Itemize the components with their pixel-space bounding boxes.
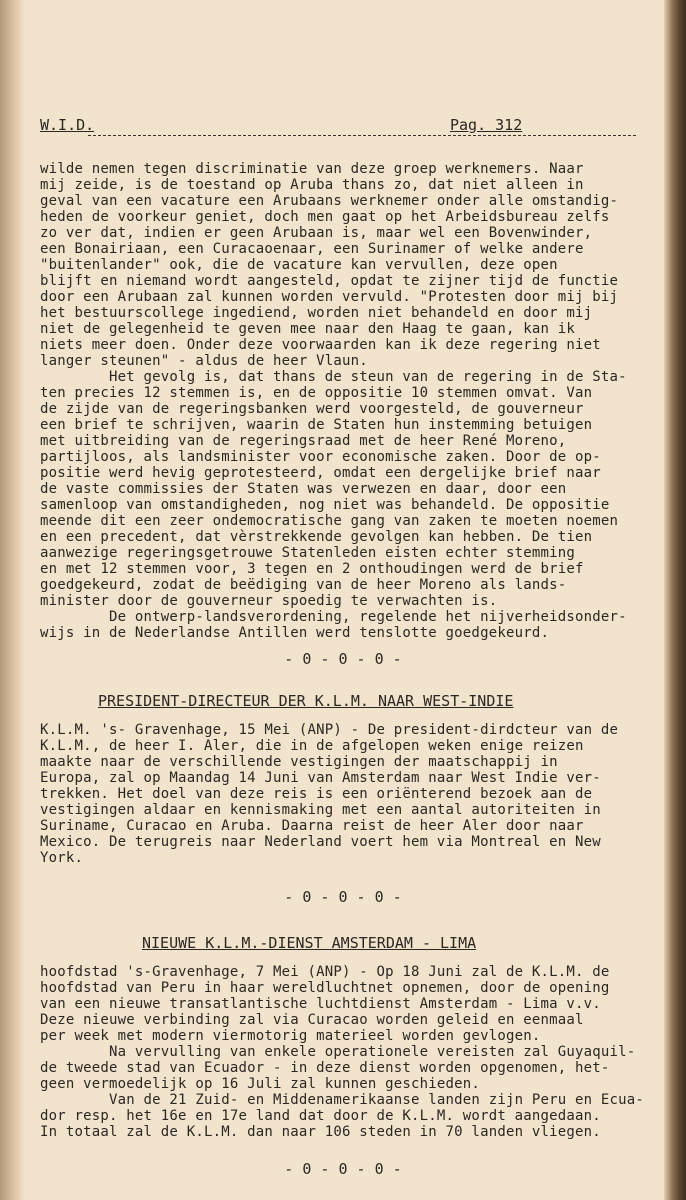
text-line: vestigingen aldaar en kennismaking met een aantal autoriteiten in (40, 802, 601, 818)
text-line: niet de gelegenheid te geven mee naar den Haag te gaan, kan ik (40, 321, 575, 337)
text-line: positie werd hevig geprotesteerd, omdat een dergelijke brief naar (40, 465, 601, 481)
text-line: In totaal zal de K.L.M. dan naar 106 steden in 70 landen vliegen. (40, 1124, 601, 1140)
text-line: door een Arubaan zal kunnen worden vervuld. "Protesten door mij bij (40, 289, 619, 305)
text-line: K.L.M. 's- Gravenhage, 15 Mei (ANP) - De president-dirdcteur van de (40, 722, 619, 738)
text-line: goedgekeurd, zodat de beëdiging van de heer Moreno als lands- (40, 577, 567, 593)
header-page-number: Pag. 312 (450, 116, 523, 134)
section-3-body (40, 964, 655, 1140)
text-line: Suriname, Curacao en Aruba. Daarna reist de heer Aler door naar (40, 818, 584, 834)
text-line: York. (40, 850, 84, 866)
text-line: een Bonairiaan, een Curacaoenaar, een Surinamer of welke andere (40, 241, 584, 257)
text-line: een brief te schrijven, waarin de Staten hun instemming betuigen (40, 417, 593, 433)
text-line: zo ver dat, indien er geen Arubaan is, maar wel een Bovenwinder, (40, 225, 593, 241)
text-line: wilde nemen tegen discriminatie van deze groep werknemers. Naar (40, 161, 584, 177)
text-line: en met 12 stemmen voor, 3 tegen en 2 onthoudingen werd de brief (40, 561, 584, 577)
text-line: aanwezige regeringsgetrouwe Statenleden eisten echter stemming (40, 545, 575, 561)
text-line: geval van een vacature een Arubaans werknemer onder alle omstandig- (40, 193, 619, 209)
text-line: Europa, zal op Maandag 14 Juni van Amsterdam naar West Indie ver- (40, 770, 601, 786)
text-line: mij zeide, is de toestand op Aruba thans zo, dat niet alleen in (40, 177, 584, 193)
header-publication: W.I.D. (40, 116, 95, 134)
text-line: Mexico. De terugreis naar Nederland voert hem via Montreal en New (40, 834, 601, 850)
text-line: K.L.M., de heer I. Aler, die in de afgelopen weken enige reizen (40, 738, 584, 754)
text-line: meende dit een zeer ondemocratische gang van zaken te moeten noemen (40, 513, 619, 529)
section-2-heading: PRESIDENT-DIRECTEUR DER K.L.M. NAAR WEST-INDIE (98, 692, 514, 710)
text-line: de tweede stad van Ecuador - in deze dienst worden opgenomen, het- (40, 1060, 610, 1076)
text-line: langer steunen" - aldus de heer Vlaun. (40, 353, 368, 369)
text-line: hoofdstad van Peru in haar wereldluchtnet opnemen, door de opening (40, 980, 610, 996)
text-line: partijloos, als landsminister voor economische zaken. Door de op- (40, 449, 601, 465)
text-line: dor resp. het 16e en 17e land dat door de K.L.M. wordt aangedaan. (40, 1108, 601, 1124)
section-3-heading: NIEUWE K.L.M.-DIENST AMSTERDAM - LIMA (142, 934, 477, 952)
text-line: niets meer doen. Onder deze voorwaarden kan ik deze regering niet (40, 337, 601, 353)
text-line: de zijde van de regeringsbanken werd voorgesteld, de gouverneur (40, 401, 584, 417)
text-line: minister door de gouverneur spoedig te verwachten is. (40, 593, 498, 609)
page-right-edge (664, 0, 686, 1200)
header-rule (88, 135, 636, 136)
page-header (40, 116, 635, 138)
text-line: Het gevolg is, dat thans de steun van de regering in de Sta- (40, 369, 627, 385)
text-line: trekken. Het doel van deze reis is een oriënterend bezoek aan de (40, 786, 593, 802)
text-line: Deze nieuwe verbinding zal via Curacao worden geleid en eenmaal (40, 1012, 584, 1028)
text-line: het bestuurscollege ingediend, worden niet behandeld en door mij (40, 305, 593, 321)
section-1-body (40, 161, 655, 641)
text-line: De ontwerp-landsverordening, regelende het nijverheidsonder- (40, 609, 627, 625)
text-line: van een nieuwe transatlantische luchtdienst Amsterdam - Lima v.v. (40, 996, 601, 1012)
text-line: maakte naar de verschillende vestigingen der maatschappij in (40, 754, 558, 770)
text-line: ten precies 12 stemmen is, en de oppositie 10 stemmen omvat. Van (40, 385, 593, 401)
text-line: de vaste commissies der Staten was verwezen en daar, door een (40, 481, 567, 497)
section-2-body (40, 722, 655, 866)
page-binding-edge (0, 0, 24, 1200)
section-separator: - 0 - 0 - 0 - (284, 650, 402, 668)
text-line: "buitenlander" ook, die de vacature kan vervullen, deze open (40, 257, 558, 273)
text-line: geen vermoedelijk op 16 Juli zal kunnen geschieden. (40, 1076, 481, 1092)
text-line: hoofdstad 's-Gravenhage, 7 Mei (ANP) - Op 18 Juni zal de K.L.M. de (40, 964, 610, 980)
section-separator: - 0 - 0 - 0 - (284, 1160, 402, 1178)
text-line: wijs in de Nederlandse Antillen werd tenslotte goedgekeurd. (40, 625, 550, 641)
text-line: met uitbreiding van de regeringsraad met de heer René Moreno, (40, 433, 567, 449)
text-line: en een precedent, dat vèrstrekkende gevolgen kan hebben. De tien (40, 529, 593, 545)
section-separator: - 0 - 0 - 0 - (284, 888, 402, 906)
text-line: blijft en niemand wordt aangesteld, opdat te zijner tijd de functie (40, 273, 619, 289)
text-line: Na vervulling van enkele operationele vereisten zal Guyaquil- (40, 1044, 636, 1060)
text-line: heden de voorkeur geniet, doch men gaat op het Arbeidsbureau zelfs (40, 209, 610, 225)
text-line: per week met modern viermotorig materieel worden gevlogen. (40, 1028, 541, 1044)
text-line: samenloop van omstandigheden, nog niet was behandeld. De oppositie (40, 497, 610, 513)
text-line: Van de 21 Zuid- en Middenamerikaanse landen zijn Peru en Ecua- (40, 1092, 645, 1108)
